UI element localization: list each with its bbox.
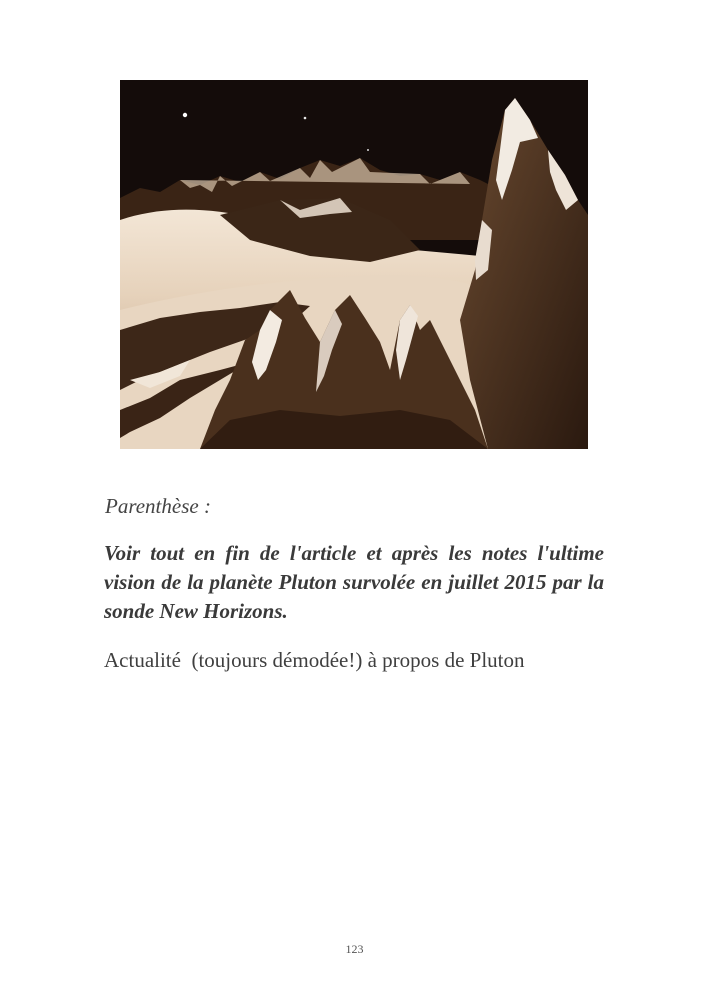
star (304, 117, 307, 120)
pluto-landscape-illustration (120, 80, 588, 449)
pluto-news-link[interactable]: Actualité (toujours démodée!) à propos de Pluton (104, 648, 525, 672)
note-paragraph: Voir tout en fin de l'article et après les notes l'ultime vision de la planète Pluton survolée en juillet 2015 par la sonde New Horizons. (104, 541, 604, 623)
page-number: 123 (345, 942, 364, 956)
star (367, 149, 369, 151)
star (183, 113, 187, 117)
aside-label: Parenthèse : (105, 494, 211, 518)
